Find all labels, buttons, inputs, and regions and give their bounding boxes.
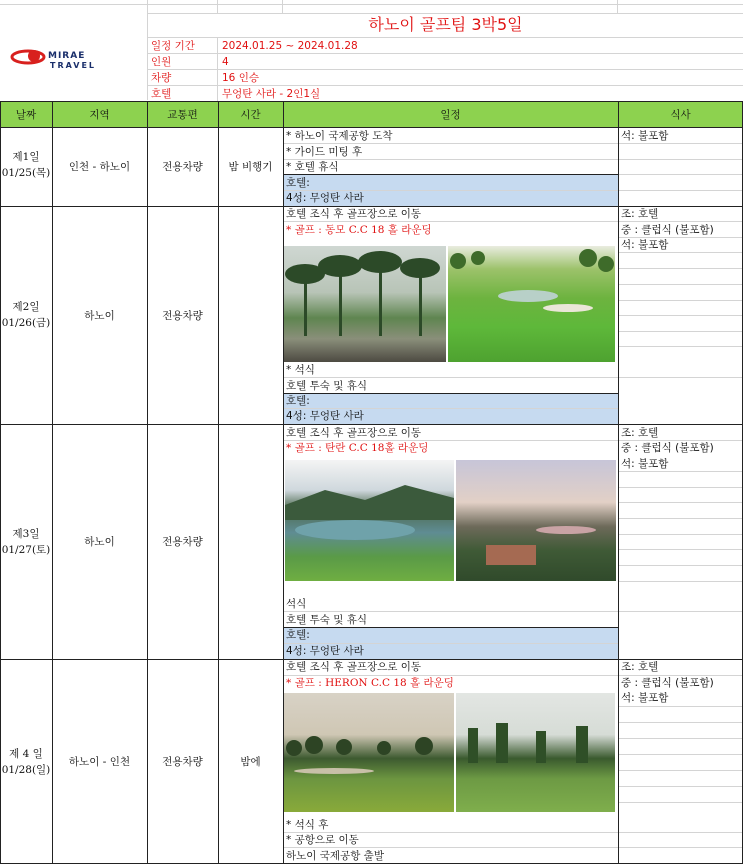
day3-label (0, 522, 52, 562)
day2-golf: * 골프 : 동모 C.C 18 홀 라운딩 (286, 224, 432, 236)
col-header-date: 날짜 (15, 108, 37, 121)
day2-day: 제2일 (12, 301, 40, 313)
day2-golf-photo-1 (284, 246, 446, 362)
day4-golf-photo-2 (456, 693, 615, 812)
day1-date: 01/25(목) (1, 167, 51, 179)
day2-schedule-1: * 석식 (286, 364, 315, 376)
day4-meal-2: 중 : 클럽식 (불포함) (621, 677, 714, 689)
day4-region: 하노이 - 인천 (68, 756, 131, 768)
info-value-hotel: 무엉탄 사라 - 2인1실 (222, 88, 321, 100)
day3-meal-2: 중 : 클럽식 (불포함) (621, 442, 714, 454)
day4-day: 제 4 일 (9, 748, 43, 760)
day3-schedule-2: 호텔 투숙 및 휴식 (286, 614, 368, 626)
info-label-hotel: 호텔 (151, 88, 172, 100)
info-label-people: 인원 (151, 56, 172, 68)
day2-golf-photo-2 (448, 246, 615, 362)
info-value-vehicle: 16 인승 (222, 72, 259, 84)
day4-time: 밤에 (240, 756, 261, 768)
col-header-schedule: 일정 (440, 108, 461, 121)
day1-hotel-label: 호텔: (286, 177, 310, 189)
info-label-period: 일정 기간 (151, 40, 195, 52)
day3-hotel: 4성: 무엉탄 사라 (286, 645, 364, 657)
day4-schedule-1: * 석식 후 (286, 819, 329, 831)
day1-day: 제1일 (12, 151, 40, 163)
day3-meal-3: 석: 불포함 (621, 458, 669, 470)
day4-meal-3: 석: 불포함 (621, 692, 669, 704)
day2-meal-3: 석: 불포함 (621, 239, 669, 251)
day4-golf-photo-1 (284, 693, 454, 812)
day3-golf: * 골프 : 탄란 C.C 18홀 라운딩 (286, 442, 429, 454)
day3-golf-photo-1 (285, 460, 454, 581)
day1-region: 인천 - 하노이 (68, 161, 131, 173)
day1-label (0, 145, 52, 185)
col-header-time: 시간 (240, 108, 261, 121)
day4-golf: * 골프 : HERON C.C 18 홀 라운딩 (286, 677, 454, 689)
col-header-meals: 식사 (670, 108, 691, 121)
day2-label (0, 295, 52, 335)
day2-meal-2: 중 : 클럽식 (불포함) (621, 224, 714, 236)
day3-day: 제3일 (12, 528, 40, 540)
day2-hotel-label: 호텔: (286, 395, 310, 407)
day4-meal-1: 조: 호텔 (621, 661, 659, 673)
col-header-transport: 교통편 (167, 108, 198, 121)
page-title: 하노이 골프팀 3박5일 (368, 15, 523, 34)
day3-golf-photo-2 (456, 460, 616, 581)
day1-schedule-1: * 하노이 국제공항 도착 (286, 130, 393, 142)
info-value-people: 4 (222, 56, 229, 68)
day2-hotel: 4성: 무엉탄 사라 (286, 410, 364, 422)
day1-schedule-2: * 가이드 미팅 후 (286, 146, 363, 158)
day4-schedule-3: 하노이 국제공항 출발 (286, 850, 384, 862)
logo-text-mirae: MIRAE (48, 51, 86, 61)
day3-transport: 전용차량 (162, 536, 203, 548)
day1-transport: 전용차량 (162, 161, 203, 173)
day2-meal-1: 조: 호텔 (621, 208, 659, 220)
day3-date: 01/27(토) (1, 544, 51, 556)
info-label-vehicle: 차량 (151, 72, 172, 84)
day2-schedule-2: 호텔 투숙 및 휴식 (286, 380, 368, 392)
info-value-period: 2024.01.25 ~ 2024.01.28 (222, 40, 358, 52)
day1-meal-1: 석: 불포함 (621, 130, 669, 142)
day1-time: 밤 비행기 (228, 161, 273, 173)
day3-region: 하노이 (84, 536, 115, 548)
day2-date: 01/26(금) (1, 317, 51, 329)
day3-hotel-label: 호텔: (286, 629, 310, 641)
day4-schedule-2: * 공항으로 이동 (286, 834, 359, 846)
day1-hotel: 4성: 무엉탄 사라 (286, 192, 364, 204)
day4-transport: 전용차량 (162, 756, 203, 768)
day3-schedule-top: 호텔 조식 후 골프장으로 이동 (286, 427, 422, 439)
day2-transport: 전용차량 (162, 309, 203, 322)
day3-meal-1: 조: 호텔 (621, 427, 659, 439)
logo-text-travel: TRAVEL (50, 61, 97, 70)
col-header-region: 지역 (89, 108, 110, 121)
day2-schedule-top: 호텔 조식 후 골프장으로 이동 (286, 208, 422, 220)
day4-schedule-top: 호텔 조식 후 골프장으로 이동 (286, 661, 422, 673)
day1-schedule-3: * 호텔 휴식 (286, 161, 339, 173)
company-logo (6, 44, 142, 74)
day2-region: 하노이 (84, 309, 115, 322)
day4-label (0, 742, 52, 782)
day3-schedule-1: 석식 (286, 598, 307, 610)
day4-date: 01/28(일) (1, 764, 51, 776)
